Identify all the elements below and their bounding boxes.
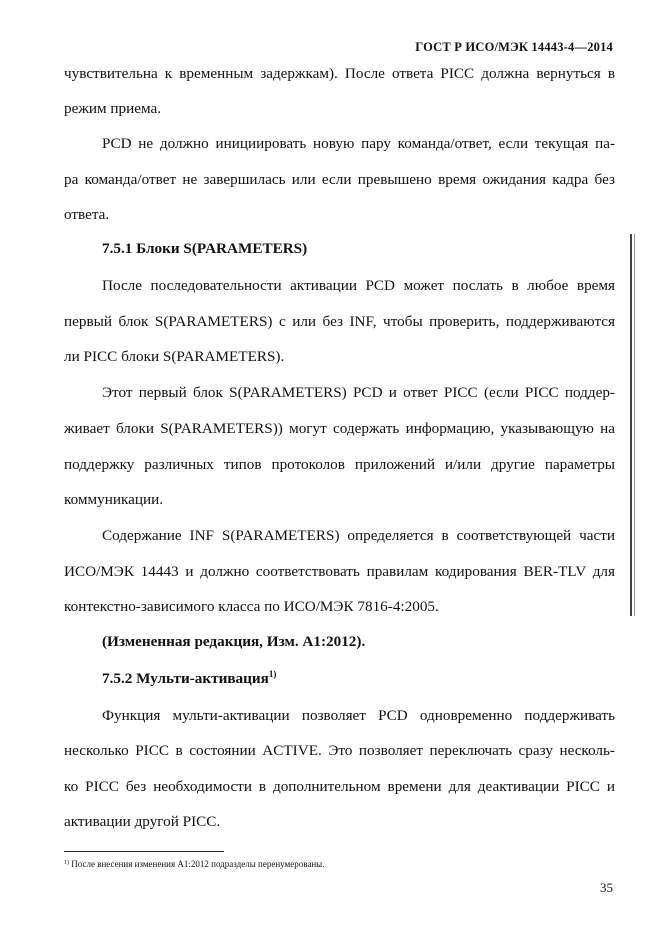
- footnote: [64, 859, 324, 869]
- paragraph-line: PCD не должно инициировать новую пару команда/ответ, если текущая па-: [102, 135, 615, 152]
- paragraph-line: контекстно-зависимого класса по ИСО/МЭК 7816-4:2005.: [64, 598, 439, 615]
- paragraph-line: Содержание INF S(PARAMETERS) определяется в соответствующей части: [102, 527, 615, 544]
- paragraph-line: несколько PICC в состоянии ACTIVE. Это позволяет переключать сразу несколь-: [64, 742, 615, 759]
- paragraph-line: ра команда/ответ не завершилась или если превышено время ожидания кадра без: [64, 171, 615, 188]
- paragraph-line: первый блок S(PARAMETERS) с или без INF, чтобы проверить, поддерживаются: [64, 313, 615, 330]
- revision-change-bar-thin: [634, 234, 635, 616]
- amendment-note: (Измененная редакция, Изм. А1:2012).: [102, 633, 366, 650]
- footnote-ref: 1): [268, 669, 277, 679]
- paragraph-line: режим приема.: [64, 100, 161, 117]
- section-heading-7-5-1: 7.5.1 Блоки S(PARAMETERS): [102, 240, 308, 257]
- paragraph-line: чувствительна к временным задержкам). После ответа PICC должна вернуться в: [64, 65, 615, 82]
- footnote-mark: 1): [64, 860, 69, 866]
- paragraph-line: Этот первый блок S(PARAMETERS) PCD и ответ PICC (если PICC поддер-: [102, 384, 615, 401]
- paragraph-line: активации другой PICC.: [64, 813, 221, 830]
- paragraph-line: После последовательности активации PCD может послать в любое время: [102, 277, 615, 294]
- section-heading-7-5-2: [102, 669, 276, 688]
- footnote-separator: [64, 851, 224, 852]
- revision-change-bar: [630, 234, 632, 616]
- paragraph-line: ко PICC без необходимости в дополнительном времени для деактивации PICC и: [64, 778, 615, 795]
- page-header-standard: ГОСТ Р ИСО/МЭК 14443-4—2014: [415, 40, 613, 54]
- paragraph-line: живает блоки S(PARAMETERS)) могут содержать информацию, указывающую на: [64, 420, 615, 437]
- paragraph-line: ответа.: [64, 206, 110, 223]
- paragraph-line: коммуникации.: [64, 491, 164, 508]
- section-heading-text: 7.5.2 Мульти-активация: [102, 670, 269, 687]
- footnote-text: После внесения изменения А1:2012 подразделы перенумерованы.: [69, 859, 325, 869]
- paragraph-line: Функция мульти-активации позволяет PCD одновременно поддерживать: [102, 707, 615, 724]
- page-number: 35: [600, 880, 613, 895]
- paragraph-line: ИСО/МЭК 14443 и должно соответствовать правилам кодирования BER-TLV для: [64, 563, 615, 580]
- paragraph-line: поддержку различных типов протоколов приложений и/или другие параметры: [64, 456, 615, 473]
- paragraph-line: ли PICC блоки S(PARAMETERS).: [64, 348, 285, 365]
